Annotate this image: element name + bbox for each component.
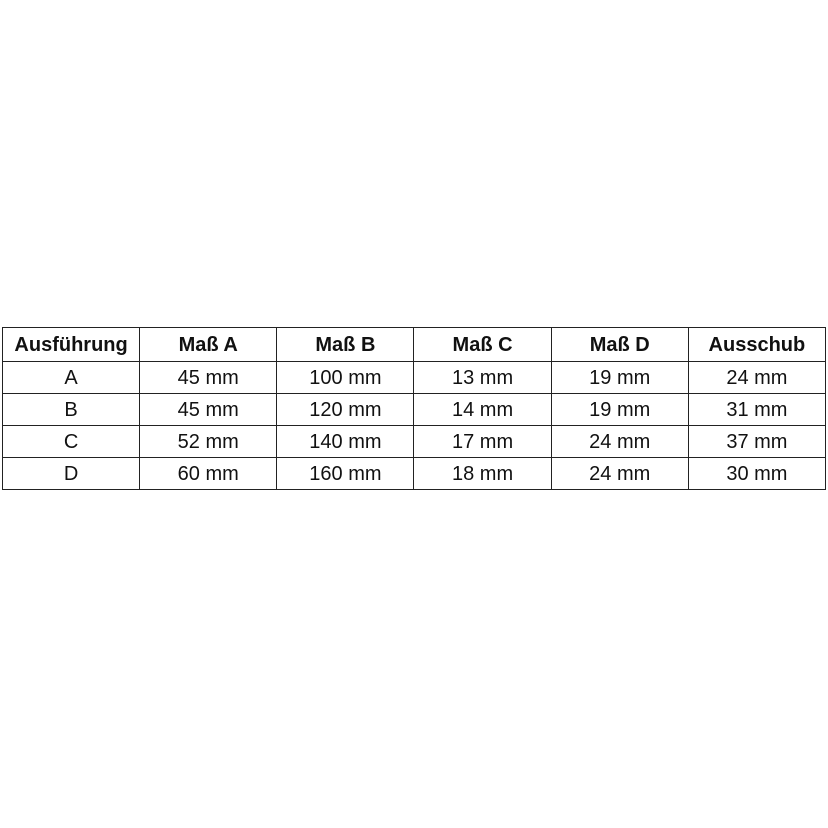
table-cell: 31 mm: [688, 394, 825, 426]
header-mass-c: Maß C: [414, 328, 551, 362]
header-mass-b: Maß B: [277, 328, 414, 362]
table-cell: 24 mm: [688, 362, 825, 394]
dimensions-table: [2, 327, 826, 490]
table-cell: 140 mm: [277, 426, 414, 458]
table-cell: 160 mm: [277, 458, 414, 490]
table-cell: 13 mm: [414, 362, 551, 394]
table-cell: 60 mm: [140, 458, 277, 490]
table-row: [3, 362, 826, 394]
table-cell: 17 mm: [414, 426, 551, 458]
table-row: [3, 426, 826, 458]
table-cell: D: [3, 458, 140, 490]
header-mass-a: Maß A: [140, 328, 277, 362]
table-cell: 14 mm: [414, 394, 551, 426]
table-cell: B: [3, 394, 140, 426]
table-cell: 24 mm: [551, 426, 688, 458]
table-cell: 37 mm: [688, 426, 825, 458]
header-ausfuehrung: Ausführung: [3, 328, 140, 362]
table-cell: 19 mm: [551, 362, 688, 394]
header-mass-d: Maß D: [551, 328, 688, 362]
header-row: [3, 328, 826, 362]
table-cell: 24 mm: [551, 458, 688, 490]
table-row: [3, 394, 826, 426]
table-cell: 100 mm: [277, 362, 414, 394]
header-ausschub: Ausschub: [688, 328, 825, 362]
table-header: [3, 328, 826, 362]
table-cell: 19 mm: [551, 394, 688, 426]
table-cell: A: [3, 362, 140, 394]
table-row: [3, 458, 826, 490]
table-cell: 30 mm: [688, 458, 825, 490]
table-cell: C: [3, 426, 140, 458]
table-cell: 45 mm: [140, 394, 277, 426]
table-cell: 120 mm: [277, 394, 414, 426]
table-cell: 52 mm: [140, 426, 277, 458]
table-body: [3, 362, 826, 490]
table-cell: 45 mm: [140, 362, 277, 394]
table-cell: 18 mm: [414, 458, 551, 490]
